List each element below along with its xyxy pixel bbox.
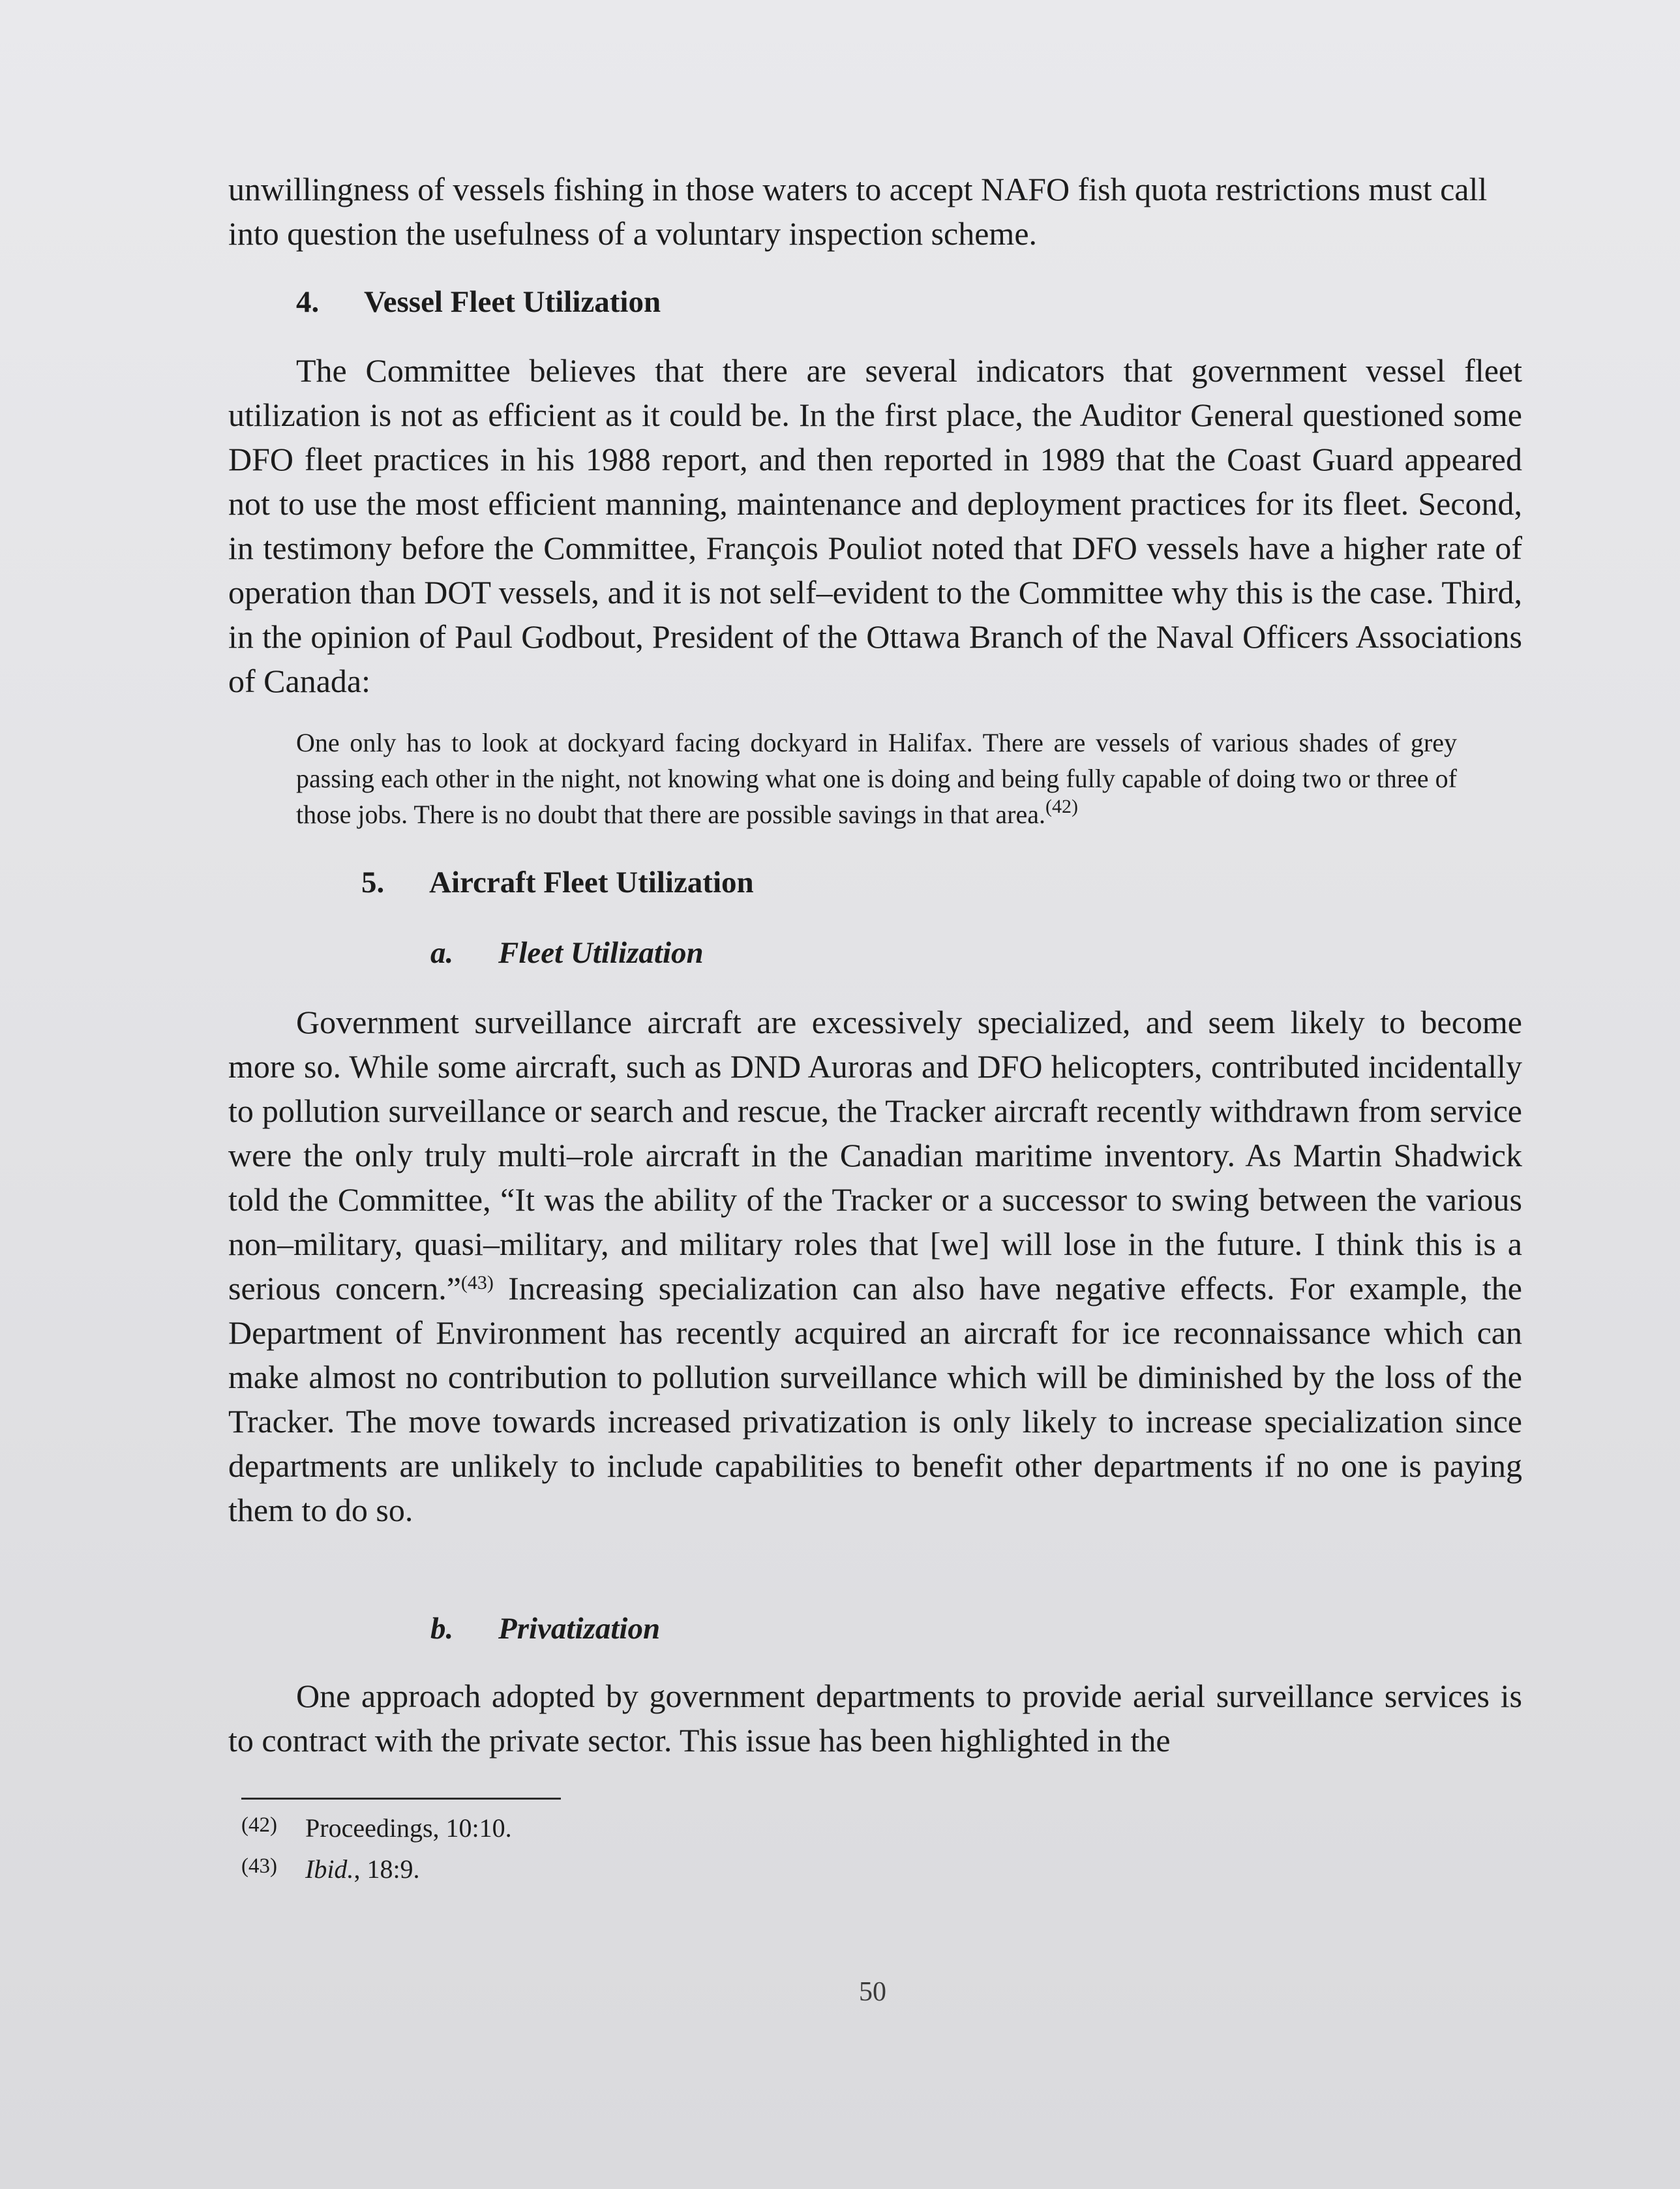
footnote-text: , 18:9.: [353, 1854, 420, 1884]
footnote-number: (43): [241, 1854, 277, 1878]
block-quote: [296, 725, 1457, 832]
quote-text: One only has to look at dockyard facing dockyard in Halifax. There are vessels of various shades of grey passing each other in the night, not knowing what one is doing and being fully capable of doing two or three of those jobs. There is no doubt that there are possible savings in that area.: [296, 728, 1457, 829]
paragraph-vessel-utilization: The Committee believes that there are several indicators that government vessel fleet utilization is not as efficient as it could be. In the first place, the Auditor General questioned some DFO fleet practices in his 1988 report, and then reported in 1989 that the Coast Guard appeared not to use the most efficient manning, maintenance and deployment practices for its fleet. Second, in testimony before the Committee, François Pouliot noted that DFO vessels have a higher rate of operation than DOT vessels, and it is not self–evident to the Committee why this is the case. Third, in the opinion of Paul Godbout, President of the Ottawa Branch of the Naval Officers Associations of Canada:: [228, 352, 1522, 699]
footnote-42: [241, 1809, 512, 1845]
footnote-number: (42): [241, 1813, 277, 1837]
subheading-letter: a.: [430, 936, 454, 970]
paragraph-text: Increasing specialization can also have negative effects. For example, the Department of Environment has recently acquired an aircraft for ice reconnaissance which can make almost no contribution to pollution surveillance which will be diminished by the loss of the Tracker. The move towards increased privatization is only likely to increase specialization since departments are unlikely to include capabilities to benefit other departments if no one is paying them to do so.: [228, 1270, 1522, 1528]
footnote-ref-43: (43): [460, 1272, 494, 1293]
subheading-letter: b.: [430, 1612, 454, 1646]
subheading-fleet-utilization: [430, 933, 704, 973]
heading-aircraft-fleet-utilization: [361, 863, 754, 902]
subheading-privatization: [430, 1609, 660, 1648]
footnote-43: [241, 1850, 420, 1886]
footnote-source-title: Ibid.: [305, 1854, 354, 1884]
footnote-text: Proceedings, 10:10.: [305, 1813, 512, 1843]
paragraph-continuation: unwillingness of vessels fishing in those waters to accept NAFO fish quota restrictions must call into question the usefulness of a voluntary inspection scheme.: [228, 171, 1488, 252]
heading-vessel-fleet-utilization: [296, 282, 661, 322]
heading-number: 5.: [361, 866, 385, 899]
subheading-title: Privatization: [498, 1612, 661, 1646]
footnote-divider: [241, 1798, 561, 1800]
paragraph-privatization: One approach adopted by government departments to provide aerial surveillance services is to contract with the private sector. This issue has been highlighted in the: [228, 1678, 1522, 1759]
footnote-ref-42: (42): [1045, 796, 1078, 817]
paragraph-text: Government surveillance aircraft are excessively specialized, and seem likely to become more so. While some aircraft, such as DND Auroras and DFO helicopters, contributed incidentally to pollution surveillance or search and rescue, the Tracker aircraft recently withdrawn from service were the only truly multi–role aircraft in the Canadian maritime inventory. As Martin Shadwick told the Committee, “It was the ability of the Tracker or a successor to swing between the various non–military, quasi–military, and military roles that [we] will lose in the future. I think this is a serious concern.”: [228, 1004, 1522, 1306]
heading-title: Vessel Fleet Utilization: [364, 285, 661, 319]
heading-number: 4.: [296, 285, 320, 319]
subheading-title: Fleet Utilization: [498, 936, 704, 970]
page-number: 50: [859, 1977, 886, 2007]
paragraph-aircraft-specialization: [228, 1000, 1522, 1532]
heading-title: Aircraft Fleet Utilization: [429, 866, 754, 899]
